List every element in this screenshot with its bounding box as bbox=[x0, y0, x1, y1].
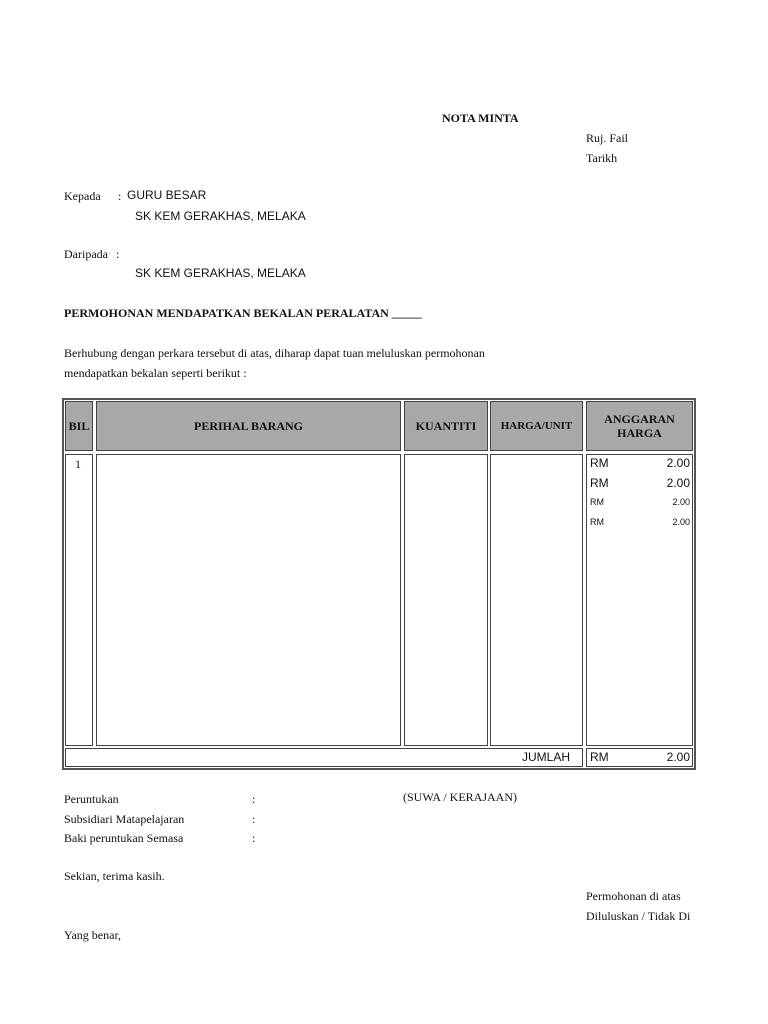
baki-label: Baki peruntukan Semasa bbox=[64, 831, 184, 845]
intro-line1: Berhubung dengan perkara tersebut di atas, diharap dapat tuan meluluskan permohonan bbox=[64, 346, 485, 360]
header-anggaran-harga bbox=[586, 401, 693, 451]
amount-value: 2.00 bbox=[666, 476, 690, 490]
kepada-line2: SK KEM GERAKHAS, MELAKA bbox=[135, 209, 306, 223]
sekian-text: Sekian, terima kasih. bbox=[64, 869, 165, 883]
amount-currency: RM bbox=[590, 476, 609, 490]
subsidiari-label: Subsidiari Matapelajaran bbox=[64, 812, 185, 826]
amount-row bbox=[590, 497, 690, 509]
peruntukan-label: Peruntukan bbox=[64, 792, 119, 806]
body-col-harga-unit bbox=[490, 454, 583, 746]
amount-row bbox=[590, 476, 690, 492]
subject-heading: PERMOHONAN MENDAPATKAN BEKALAN PERALATAN _____ bbox=[64, 306, 422, 320]
baki-colon: : bbox=[252, 831, 256, 845]
header-kuantiti: KUANTITI bbox=[404, 401, 488, 451]
daripada-line1: SK KEM GERAKHAS, MELAKA bbox=[135, 266, 306, 280]
amount-currency: RM bbox=[590, 497, 604, 507]
amount-row bbox=[590, 456, 690, 472]
suwa-kerajaan: (SUWA / KERAJAAN) bbox=[403, 790, 517, 804]
body-col-kuantiti bbox=[404, 454, 488, 746]
jumlah-value: 2.00 bbox=[666, 750, 690, 764]
peruntukan-colon: : bbox=[252, 792, 256, 806]
header-perihal: PERIHAL BARANG bbox=[96, 401, 401, 451]
header-anggaran-line2: HARGA bbox=[617, 426, 662, 440]
body-col-bil bbox=[65, 454, 93, 746]
jumlah-label: JUMLAH bbox=[522, 750, 571, 764]
header-harga-unit: HARGA/UNIT bbox=[490, 401, 583, 451]
daripada-colon: : bbox=[116, 247, 120, 261]
intro-line2: mendapatkan bekalan seperti berikut : bbox=[64, 366, 247, 380]
kepada-line1: GURU BESAR bbox=[127, 188, 207, 202]
header-bil: BIL bbox=[65, 401, 93, 451]
document-title: NOTA MINTA bbox=[442, 111, 519, 125]
header-anggaran-line1: ANGGARAN bbox=[604, 412, 675, 426]
kepada-label: Kepada bbox=[64, 189, 101, 203]
ruj-fail-label: Ruj. Fail bbox=[586, 131, 629, 145]
amount-row bbox=[590, 517, 690, 529]
tarikh-label: Tarikh bbox=[586, 151, 618, 165]
daripada-label: Daripada bbox=[64, 247, 108, 261]
body-col-perihal bbox=[96, 454, 401, 746]
row-number: 1 bbox=[75, 457, 81, 471]
permohonan-text: Permohonan di atas bbox=[586, 889, 681, 903]
kepada-colon: : bbox=[118, 189, 122, 203]
amount-currency: RM bbox=[590, 517, 604, 527]
amount-value: 2.00 bbox=[666, 456, 690, 470]
yang-benar-text: Yang benar, bbox=[64, 928, 121, 942]
diluluskan-text: Diluluskan / Tidak Di bbox=[586, 909, 691, 923]
subsidiari-colon: : bbox=[252, 812, 256, 826]
amount-value: 2.00 bbox=[672, 517, 690, 527]
amount-currency: RM bbox=[590, 456, 609, 470]
jumlah-label-cell bbox=[65, 748, 583, 767]
jumlah-currency: RM bbox=[590, 750, 609, 764]
amount-value: 2.00 bbox=[672, 497, 690, 507]
jumlah-amount-row bbox=[590, 750, 690, 766]
